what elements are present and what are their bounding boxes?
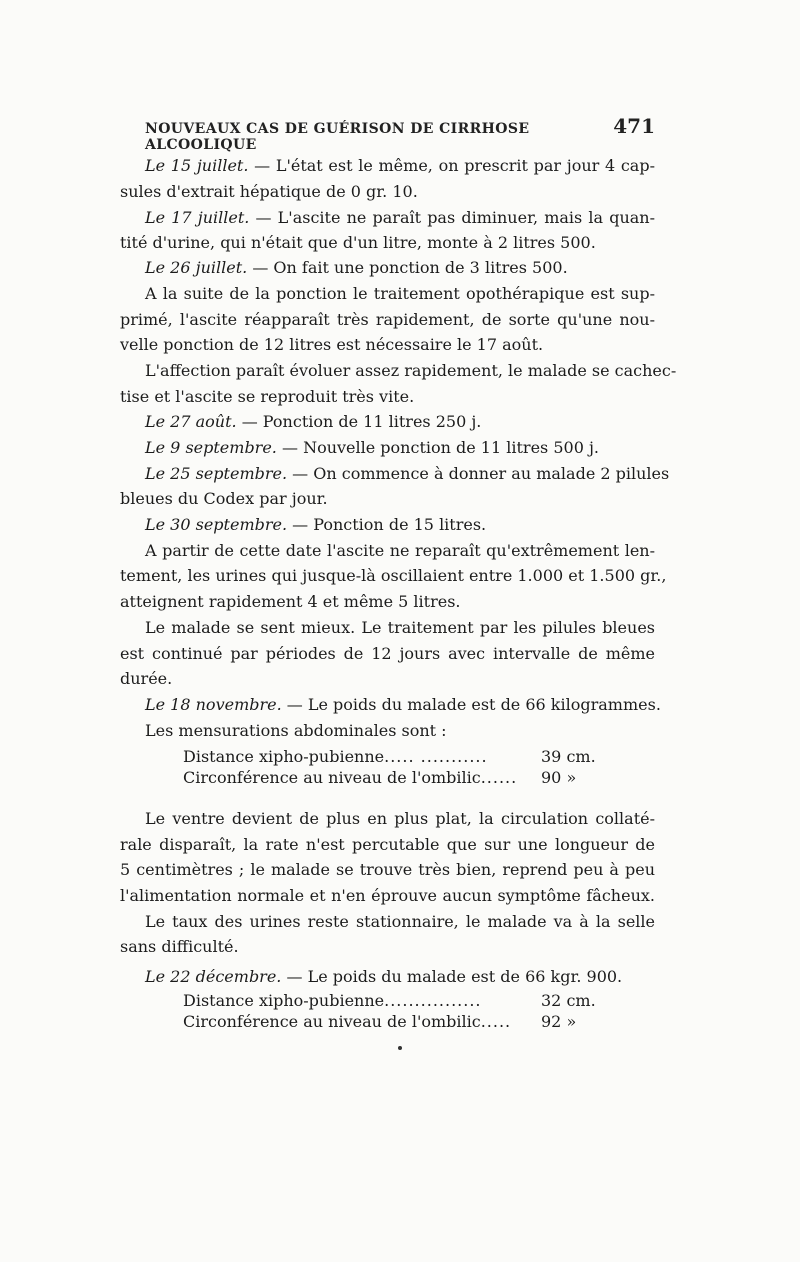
leader-dots: ..... [480, 1012, 512, 1031]
text-line [120, 885, 655, 907]
entry-date: Le 17 juillet. [145, 208, 250, 227]
line-text: sules d'extrait hépatique de 0 gr. 10. [120, 182, 418, 201]
entry-date: Le 18 novembre. [145, 695, 282, 714]
measurement-value: 92 » [541, 1012, 577, 1031]
text-line [120, 309, 655, 331]
line-text: — Ponction de 15 litres. [287, 515, 487, 534]
line-text: Le taux des urines reste stationnaire, le malade va à la selle [145, 912, 655, 931]
text-line [145, 360, 677, 382]
measurement-label: Circonférence au niveau de l'ombilic [183, 1012, 481, 1031]
line-text: — On commence à donner au malade 2 pilules [287, 464, 670, 483]
line-text: l'alimentation normale et n'en éprouve aucun symptôme fâcheux. [120, 886, 655, 905]
line-text: — L'état est le même, on prescrit par jour 4 cap- [248, 156, 655, 175]
text-line [120, 181, 420, 203]
line-text: est continué par périodes de 12 jours avec intervalle de même [120, 644, 655, 663]
text-line [145, 155, 655, 177]
line-text: tise et l'ascite se reproduit très vite. [120, 387, 415, 406]
text-line [120, 591, 460, 613]
text-line [120, 936, 260, 958]
table-row [183, 767, 623, 789]
text-line [120, 834, 655, 856]
measurement-label: Distance xipho-pubienne [183, 747, 385, 766]
line-text: L'affection paraît évoluer assez rapidement, le malade se cachec- [145, 361, 677, 380]
measurement-label: Circonférence au niveau de l'ombilic [183, 768, 481, 787]
text-line [145, 283, 655, 305]
line-text: — Le poids du malade est de 66 kgr. 900. [281, 967, 623, 986]
text-line [145, 540, 655, 562]
line-text: durée. [120, 669, 173, 688]
text-line [145, 257, 568, 279]
line-text: — L'ascite ne paraît pas diminuer, mais la quan- [249, 208, 656, 227]
ink-speck [398, 1046, 402, 1050]
text-line [145, 966, 625, 988]
text-line [145, 694, 661, 716]
line-text: sans difficulté. [120, 937, 239, 956]
entry-date: Le 30 septembre. [145, 515, 288, 534]
text-line [120, 565, 667, 587]
table-row [183, 990, 623, 1012]
line-text: primé, l'ascite réapparaît très rapidement, de sorte qu'une nou- [120, 310, 655, 329]
entry-date: Le 15 juillet. [145, 156, 249, 175]
line-text: A partir de cette date l'ascite ne reparaît qu'extrêmement len- [145, 541, 655, 560]
text-line [145, 207, 655, 229]
line-text: velle ponction de 12 litres est nécessaire le 17 août. [120, 335, 544, 354]
text-line [145, 911, 655, 933]
text-line [120, 859, 655, 881]
text-line [120, 232, 640, 254]
line-text: 5 centimètres ; le malade se trouve très bien, reprend peu à peu [120, 860, 655, 879]
entry-date: Le 26 juillet. [145, 258, 248, 277]
entry-date: Le 9 septembre. [145, 438, 277, 457]
running-header [145, 114, 655, 153]
line-text: Le ventre devient de plus en plus plat, la circulation collaté- [145, 809, 655, 828]
line-text: — On fait une ponction de 3 litres 500. [247, 258, 568, 277]
line-text: Le malade se sent mieux. Le traitement par les pilules bleues [145, 618, 655, 637]
text-line [145, 617, 655, 639]
line-text: — Ponction de 11 litres 250 j. [236, 412, 482, 431]
measurement-value: 39 cm. [541, 747, 596, 766]
line-text: rale disparaît, la rate n'est percutable que sur une longueur de [120, 835, 655, 854]
page-number: 471 [613, 114, 655, 138]
text-line [145, 437, 599, 459]
leader-dots: ................ [384, 991, 482, 1010]
text-line [120, 643, 655, 665]
line-text: — Le poids du malade est de 66 kilogrammes. [281, 695, 661, 714]
entry-date: Le 25 septembre. [145, 464, 288, 483]
text-line [145, 720, 465, 742]
header-title: NOUVEAUX CAS DE GUÉRISON DE CIRRHOSE ALCOOLIQUE [145, 121, 530, 153]
text-line [145, 463, 670, 485]
text-line [120, 488, 340, 510]
text-line [145, 808, 655, 830]
leader-dots: ..... ........... [384, 747, 488, 766]
line-text: Les mensurations abdominales sont : [145, 721, 447, 740]
text-line [120, 668, 180, 690]
entry-date: Le 27 août. [145, 412, 237, 431]
line-text: tité d'urine, qui n'était que d'un litre, monte à 2 litres 500. [120, 233, 596, 252]
text-line [145, 514, 505, 536]
line-text: bleues du Codex par jour. [120, 489, 328, 508]
line-text: A la suite de la ponction le traitement opothérapique est sup- [145, 284, 655, 303]
line-text: atteignent rapidement 4 et même 5 litres. [120, 592, 461, 611]
entry-date: Le 22 décembre. [145, 967, 282, 986]
measurement-value: 90 » [541, 768, 577, 787]
measurement-value: 32 cm. [541, 991, 596, 1010]
leader-dots: ...... [480, 768, 518, 787]
table-row [183, 746, 623, 768]
text-line [120, 386, 420, 408]
text-line [145, 411, 482, 433]
text-line [120, 334, 544, 356]
measurement-label: Distance xipho-pubienne [183, 991, 385, 1010]
line-text: tement, les urines qui jusque-là oscillaient entre 1.000 et 1.500 gr., [120, 566, 667, 585]
table-row [183, 1011, 623, 1033]
line-text: — Nouvelle ponction de 11 litres 500 j. [276, 438, 599, 457]
